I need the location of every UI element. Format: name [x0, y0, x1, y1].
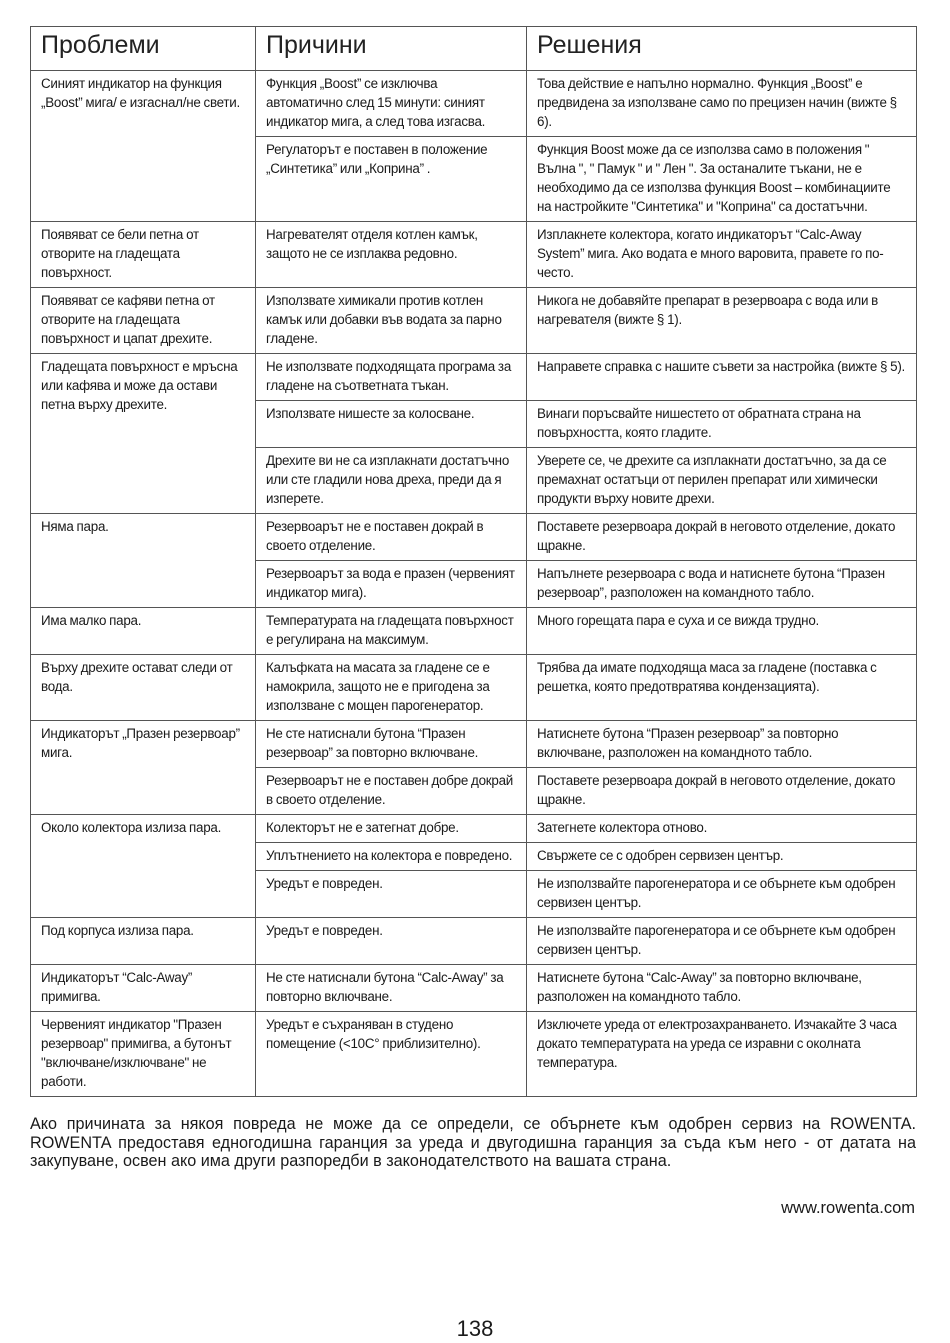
- cause-cell: Не сте натиснали бутона “Празен резервоар” за повторно включване.: [256, 721, 527, 768]
- cause-cell: Уредът е съхраняван в студено помещение (<10C° приблизително).: [256, 1012, 527, 1097]
- table-row: [31, 815, 917, 843]
- table-header-row: [31, 27, 917, 71]
- cause-cell: Регулаторът е поставен в положение „Синтетика” или „Коприна” .: [256, 137, 527, 222]
- solution-cell: Винаги поръсвайте нишестето от обратната страна на повърхността, която гладите.: [527, 401, 917, 448]
- cause-cell: Резервоарът за вода е празен (червеният индикатор мига).: [256, 561, 527, 608]
- table-row: [31, 965, 917, 1012]
- solution-cell: Затегнете колектора отново.: [527, 815, 917, 843]
- solution-cell: Свържете се с одобрен сервизен център.: [527, 843, 917, 871]
- problem-cell: Появяват се бели петна от отворите на гладещата повърхност.: [31, 222, 256, 288]
- cause-cell: Използвате химикали против котлен камък или добавки във водата за парно гладене.: [256, 288, 527, 354]
- table-row: [31, 514, 917, 561]
- solution-cell: Това действие е напълно нормално. Функция „Boost” е предвидена за използване само по прецизен начин (вижте § 6).: [527, 71, 917, 137]
- cause-cell: Уплътнението на колектора е повредено.: [256, 843, 527, 871]
- solution-cell: Натиснете бутона “Calc-Away” за повторно включване, разположен на командното табло.: [527, 965, 917, 1012]
- cause-cell: Не използвате подходящата програма за гладене на съответната тъкан.: [256, 354, 527, 401]
- problem-cell: Върху дрехите остават следи от вода.: [31, 655, 256, 721]
- table-row: [31, 222, 917, 288]
- problem-cell: Има малко пара.: [31, 608, 256, 655]
- solution-cell: Поставете резервоара докрай в неговото отделение, докато щракне.: [527, 514, 917, 561]
- solution-cell: Функция Boost може да се използва само в положения " Вълна ", " Памук " и " Лен ". За останалите тъкани, не е необходимо да се използва функция Boost – комбинациите на настройките "Синтетика" и "Коприна" са достатъчни.: [527, 137, 917, 222]
- solution-cell: Изключете уреда от електрозахранването. Изчакайте 3 часа докато температурата на уреда се изравни с околната температура.: [527, 1012, 917, 1097]
- solution-cell: Поставете резервоара докрай в неговото отделение, докато щракне.: [527, 768, 917, 815]
- troubleshooting-page: [30, 26, 916, 1097]
- problem-cell: Появяват се кафяви петна от отворите на гладещата повърхност и цапат дрехите.: [31, 288, 256, 354]
- solution-cell: Не използвайте парогенератора и се обърнете към одобрен сервизен център.: [527, 871, 917, 918]
- troubleshooting-table: [30, 26, 917, 1097]
- cause-cell: Колекторът не е затегнат добре.: [256, 815, 527, 843]
- cause-cell: Температурата на гладещата повърхност е регулирана на максимум.: [256, 608, 527, 655]
- solution-cell: Направете справка с нашите съвети за настройка (вижте § 5).: [527, 354, 917, 401]
- problem-cell: Индикаторът “Calc-Away” примигва.: [31, 965, 256, 1012]
- cause-cell: Уредът е повреден.: [256, 918, 527, 965]
- table-row: [31, 655, 917, 721]
- cause-cell: Уредът е повреден.: [256, 871, 527, 918]
- cause-cell: Използвате нишесте за колосване.: [256, 401, 527, 448]
- table-row: [31, 918, 917, 965]
- table-row: [31, 354, 917, 401]
- cause-cell: Функция „Boost” се изключва автоматично след 15 минути: синият индикатор мига, а след това изгасва.: [256, 71, 527, 137]
- cause-cell: Дрехите ви не са изплакнати достатъчно или сте гладили нова дреха, преди да я изперете.: [256, 448, 527, 514]
- header-problems: Проблеми: [31, 27, 256, 71]
- table-row: [31, 1012, 917, 1097]
- problem-cell: Червеният индикатор "Празен резервоар" примигва, а бутонът "включване/изключване" не работи.: [31, 1012, 256, 1097]
- solution-cell: Никога не добавяйте препарат в резервоара с вода или в нагревателя (вижте § 1).: [527, 288, 917, 354]
- cause-cell: Резервоарът не е поставен докрай в своето отделение.: [256, 514, 527, 561]
- page-number: 138: [456, 1316, 494, 1341]
- warranty-note: Ако причината за някоя повреда не може да се определи, се обърнете към одобрен сервиз на ROWENTA. ROWENTA предоставя едногодишна гаранция за уреда и двугодишна гаранция за съда към него - от датата на закупуване, освен ако има други разпоредби в законодателството на вашата страна.: [30, 1115, 916, 1171]
- table-row: [31, 288, 917, 354]
- solution-cell: Изплакнете колектора, когато индикаторът “Calc-Away System” мига. Ако водата е много варовита, правете го по-често.: [527, 222, 917, 288]
- solution-cell: Много горещата пара е суха и се вижда трудно.: [527, 608, 917, 655]
- table-row: [31, 721, 917, 768]
- header-causes: Причини: [256, 27, 527, 71]
- header-solutions: Решения: [527, 27, 917, 71]
- solution-cell: Уверете се, че дрехите са изплакнати достатъчно, за да се премахнат остатъци от перилен препарат или химически продукти върху новите дрехи.: [527, 448, 917, 514]
- table-body: [31, 71, 917, 1097]
- cause-cell: Резервоарът не е поставен добре докрай в своето отделение.: [256, 768, 527, 815]
- cause-cell: Калъфката на масата за гладене се е намокрила, защото не е пригодена за използване с мощен парогенератор.: [256, 655, 527, 721]
- solution-cell: Напълнете резервоара с вода и натиснете бутона “Празен резервоар”, разположен на командното табло.: [527, 561, 917, 608]
- problem-cell: Синият индикатор на функция „Boost” мига/ е изгаснал/не свети.: [31, 71, 256, 222]
- problem-cell: Индикаторът „Празен резервоар” мига.: [31, 721, 256, 815]
- problem-cell: Около колектора излиза пара.: [31, 815, 256, 918]
- cause-cell: Не сте натиснали бутона “Calc-Away” за повторно включване.: [256, 965, 527, 1012]
- solution-cell: Натиснете бутона “Празен резервоар” за повторно включване, разположен на командното табло.: [527, 721, 917, 768]
- cause-cell: Нагревателят отделя котлен камък, защото не се изплаква редовно.: [256, 222, 527, 288]
- solution-cell: Трябва да имате подходяща маса за гладене (поставка с решетка, която предотвратява кондензацията).: [527, 655, 917, 721]
- website-url: www.rowenta.com: [781, 1199, 915, 1217]
- table-row: [31, 608, 917, 655]
- problem-cell: Под корпуса излиза пара.: [31, 918, 256, 965]
- table-row: [31, 71, 917, 137]
- problem-cell: Няма пара.: [31, 514, 256, 608]
- solution-cell: Не използвайте парогенератора и се обърнете към одобрен сервизен център.: [527, 918, 917, 965]
- problem-cell: Гладещата повърхност е мръсна или кафява и може да остави петна върху дрехите.: [31, 354, 256, 514]
